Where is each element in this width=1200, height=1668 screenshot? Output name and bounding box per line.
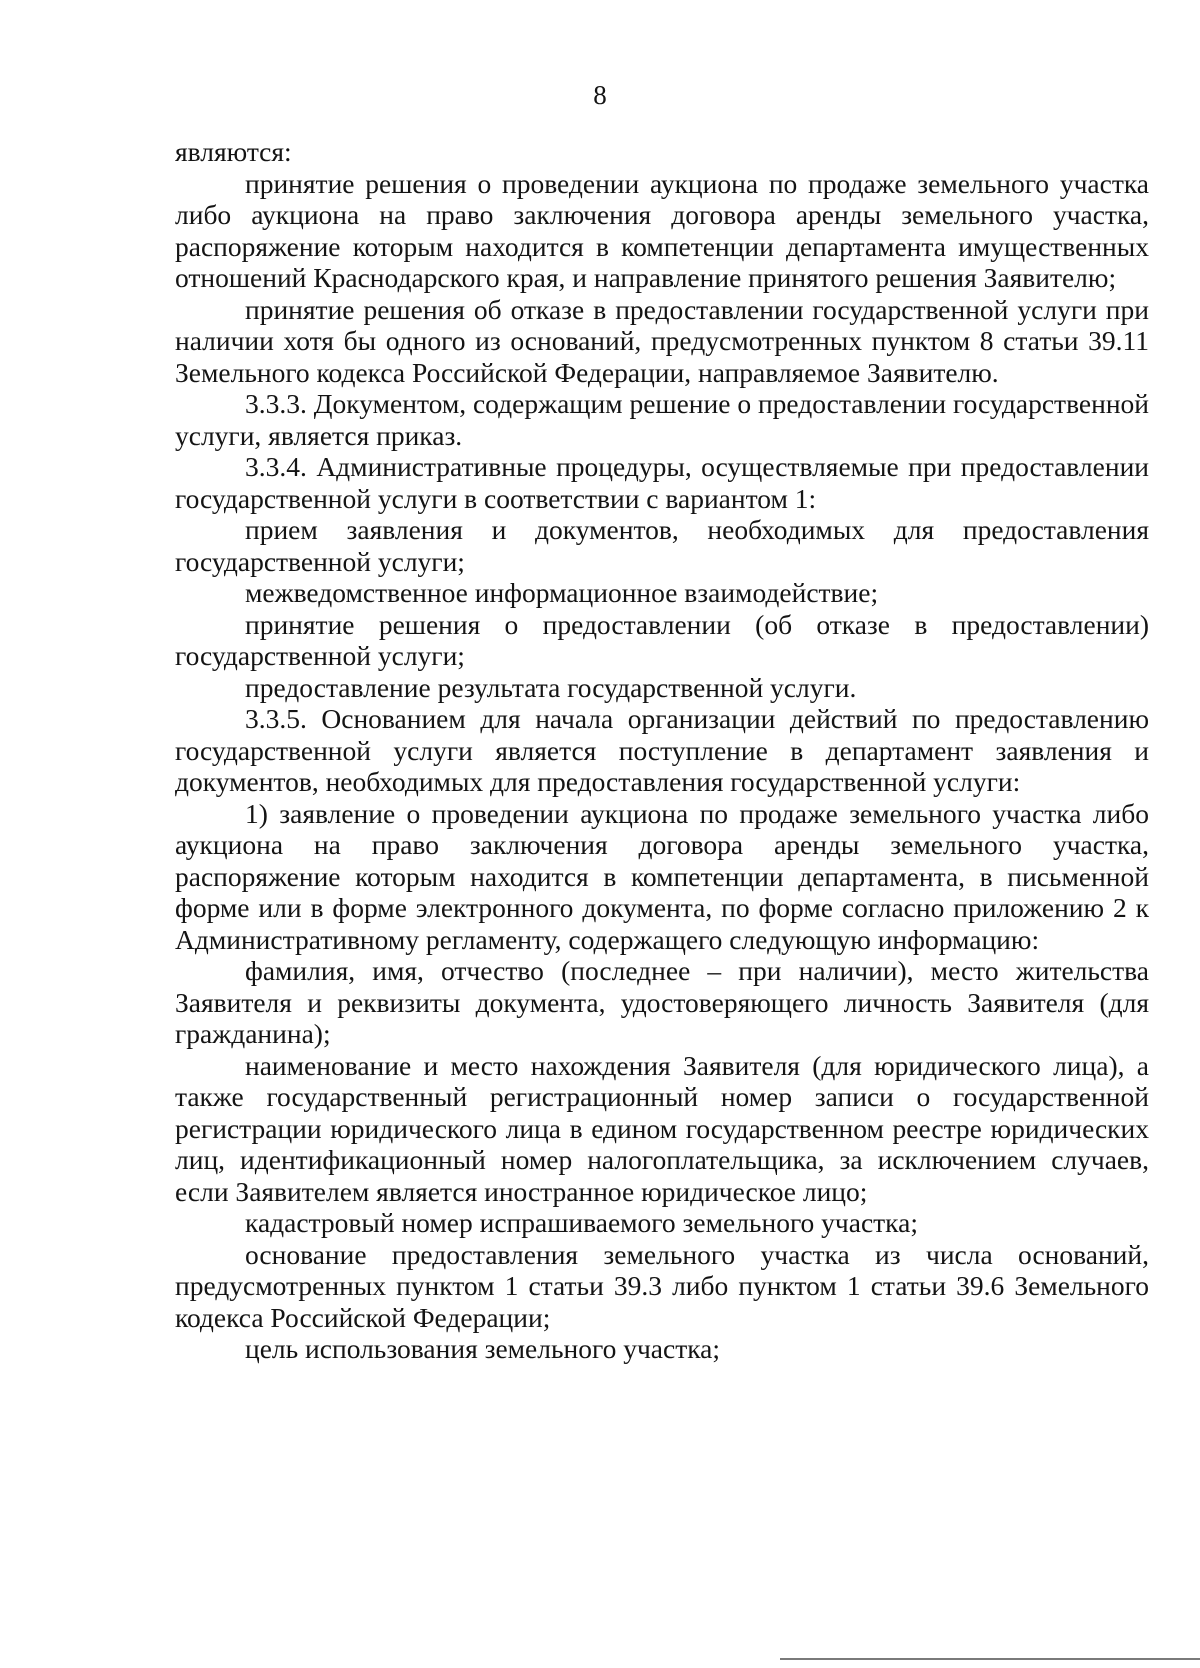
paragraph-3-3-5: 3.3.5. Основанием для начала организации действий по предоставлению государственной услуги является поступление в департамент заявления и документов, необходимых для предоставления государственной услуги: <box>175 703 1149 797</box>
paragraph-intro: являются: <box>175 136 292 167</box>
paragraph-3-3-4: 3.3.4. Административные процедуры, осуществляемые при предоставлении государственной услуги в соответствии с вариантом 1: <box>175 451 1149 514</box>
list-item-interagency: межведомственное информационное взаимодействие; <box>245 577 879 608</box>
list-item-cadastral-number: кадастровый номер испрашиваемого земельного участка; <box>245 1207 918 1238</box>
paragraph-item-1: 1) заявление о проведении аукциона по продаже земельного участка либо аукциона на право заключения договора аренды земельного участка, распоряжение которым находится в компетенции департамента, в письменной форме или в форме электронного документа, по форме согласно приложению 2 к Административному регламенту, содержащего следующую информацию: <box>175 797 1149 955</box>
list-item-grounds: основание предоставления земельного участка из числа оснований, предусмотренных пунктом 1 статьи 39.3 либо пунктом 1 статьи 39.6 Земельного кодекса Российской Федерации; <box>175 1238 1149 1333</box>
document-body <box>175 136 1149 1365</box>
list-item-citizen-info: фамилия, имя, отчество (последнее – при наличии), место жительства Заявителя и реквизиты документа, удостоверяющего личность Заявителя (для гражданина); <box>175 955 1149 1049</box>
page-number: 8 <box>593 80 607 110</box>
list-item-legal-entity-info: наименование и место нахождения Заявителя (для юридического лица), а также государственный регистрационный номер записи о государственной регистрации юридического лица в едином государственном реестре юридических лиц, идентификационный номер налогоплательщика, за исключением случаев, если Заявителем является иностранное юридическое лицо; <box>175 1049 1149 1207</box>
list-item-result: предоставление результата государственной услуги. <box>245 671 857 703</box>
list-item-purpose: цель использования земельного участка; <box>245 1333 721 1364</box>
bottom-divider <box>780 1658 1200 1660</box>
paragraph-decision-refusal: принятие решения об отказе в предоставлении государственной услуги при наличии хотя бы одного из оснований, предусмотренных пунктом 8 статьи 39.11 Земельного кодекса Российской Федерации, направляемое Заявителю. <box>175 293 1149 388</box>
list-item-receive-application: прием заявления и документов, необходимых для предоставления государственной услуги; <box>175 514 1149 577</box>
list-item-decision: принятие решения о предоставлении (об отказе в предоставлении) государственной услуги; <box>175 608 1149 671</box>
paragraph-decision-auction: принятие решения о проведении аукциона по продаже земельного участка либо аукциона на право заключения договора аренды земельного участка, распоряжение которым находится в компетенции департамента имущественных отношений Краснодарского края, и направление принятого решения Заявителю; <box>175 167 1149 293</box>
paragraph-3-3-3: 3.3.3. Документом, содержащим решение о предоставлении государственной услуги, является приказ. <box>175 388 1150 451</box>
